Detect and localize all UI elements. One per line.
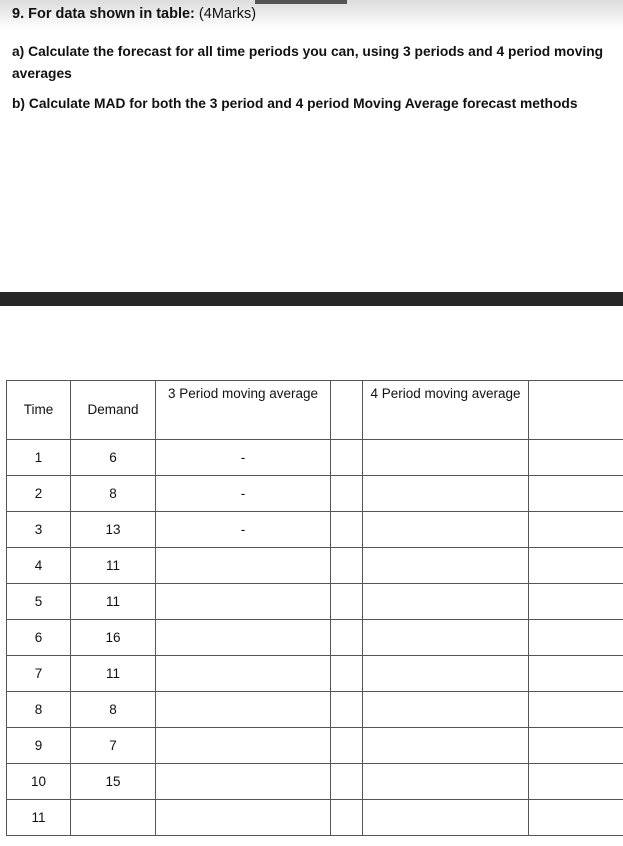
three-period-ma-cell: [156, 656, 331, 692]
time-cell: 11: [7, 800, 71, 836]
table-row: [7, 728, 623, 764]
spacer-cell: [331, 800, 363, 836]
demand-cell: 13: [71, 512, 156, 548]
extra-cell: [529, 512, 623, 548]
extra-cell: [529, 764, 623, 800]
three-period-ma-cell: [156, 800, 331, 836]
four-period-ma-cell: [363, 440, 529, 476]
extra-cell: [529, 656, 623, 692]
three-period-ma-cell: -: [156, 440, 331, 476]
demand-cell: 15: [71, 764, 156, 800]
extra-cell: [529, 692, 623, 728]
table-header-row: [7, 381, 623, 440]
four-period-ma-cell: [363, 620, 529, 656]
table-row: [7, 476, 623, 512]
demand-cell: 8: [71, 476, 156, 512]
spacer-cell: [331, 692, 363, 728]
separator-bar: [0, 292, 623, 306]
time-cell: 10: [7, 764, 71, 800]
three-period-ma-cell: -: [156, 476, 331, 512]
four-period-ma-cell: [363, 800, 529, 836]
forecast-table: [6, 380, 623, 836]
three-period-ma-cell: [156, 620, 331, 656]
table-row: [7, 656, 623, 692]
three-period-ma-cell: [156, 692, 331, 728]
demand-cell: 7: [71, 728, 156, 764]
header-extra-cell: [529, 381, 623, 440]
demand-cell: 11: [71, 584, 156, 620]
time-cell: 3: [7, 512, 71, 548]
time-cell: 1: [7, 440, 71, 476]
table-row: [7, 584, 623, 620]
top-edge-bar: [255, 0, 347, 4]
four-period-ma-cell: [363, 764, 529, 800]
time-cell: 7: [7, 656, 71, 692]
demand-cell: 11: [71, 548, 156, 584]
time-cell: 5: [7, 584, 71, 620]
header-4-period-ma: 4 Period moving average: [363, 381, 529, 440]
question-part-b: b) Calculate MAD for both the 3 period and 4 period Moving Average forecast methods: [12, 96, 578, 111]
spacer-cell: [331, 548, 363, 584]
demand-cell: 16: [71, 620, 156, 656]
question-title: [12, 6, 256, 22]
spacer-cell: [331, 512, 363, 548]
table-row: [7, 512, 623, 548]
table-row: [7, 692, 623, 728]
spacer-cell: [331, 440, 363, 476]
three-period-ma-cell: [156, 584, 331, 620]
header-time: Time: [7, 381, 71, 440]
four-period-ma-cell: [363, 584, 529, 620]
spacer-cell: [331, 764, 363, 800]
three-period-ma-cell: [156, 764, 331, 800]
extra-cell: [529, 584, 623, 620]
four-period-ma-cell: [363, 548, 529, 584]
question-title-text: 9. For data shown in table:: [12, 6, 195, 22]
header-3-period-ma: 3 Period moving average: [156, 381, 331, 440]
extra-cell: [529, 548, 623, 584]
spacer-cell: [331, 476, 363, 512]
extra-cell: [529, 440, 623, 476]
spacer-cell: [331, 656, 363, 692]
time-cell: 8: [7, 692, 71, 728]
four-period-ma-cell: [363, 656, 529, 692]
time-cell: 9: [7, 728, 71, 764]
table-row: [7, 764, 623, 800]
extra-cell: [529, 800, 623, 836]
demand-cell: [71, 800, 156, 836]
extra-cell: [529, 620, 623, 656]
question-part-a: a) Calculate the forecast for all time periods you can, using 3 periods and 4 period moving averages: [12, 44, 604, 81]
time-cell: 2: [7, 476, 71, 512]
spacer-cell: [331, 620, 363, 656]
table-row: [7, 440, 623, 476]
demand-cell: 8: [71, 692, 156, 728]
table-row: [7, 548, 623, 584]
time-cell: 6: [7, 620, 71, 656]
demand-cell: 11: [71, 656, 156, 692]
four-period-ma-cell: [363, 476, 529, 512]
question-marks: (4Marks): [198, 6, 257, 22]
header-demand: Demand: [71, 381, 156, 440]
four-period-ma-cell: [363, 728, 529, 764]
four-period-ma-cell: [363, 512, 529, 548]
four-period-ma-cell: [363, 692, 529, 728]
spacer-cell: [331, 584, 363, 620]
time-cell: 4: [7, 548, 71, 584]
spacer-cell: [331, 728, 363, 764]
three-period-ma-cell: [156, 548, 331, 584]
demand-cell: 6: [71, 440, 156, 476]
table-row: [7, 800, 623, 836]
three-period-ma-cell: -: [156, 512, 331, 548]
table-row: [7, 620, 623, 656]
three-period-ma-cell: [156, 728, 331, 764]
extra-cell: [529, 476, 623, 512]
extra-cell: [529, 728, 623, 764]
header-spacer-cell: [331, 381, 363, 440]
